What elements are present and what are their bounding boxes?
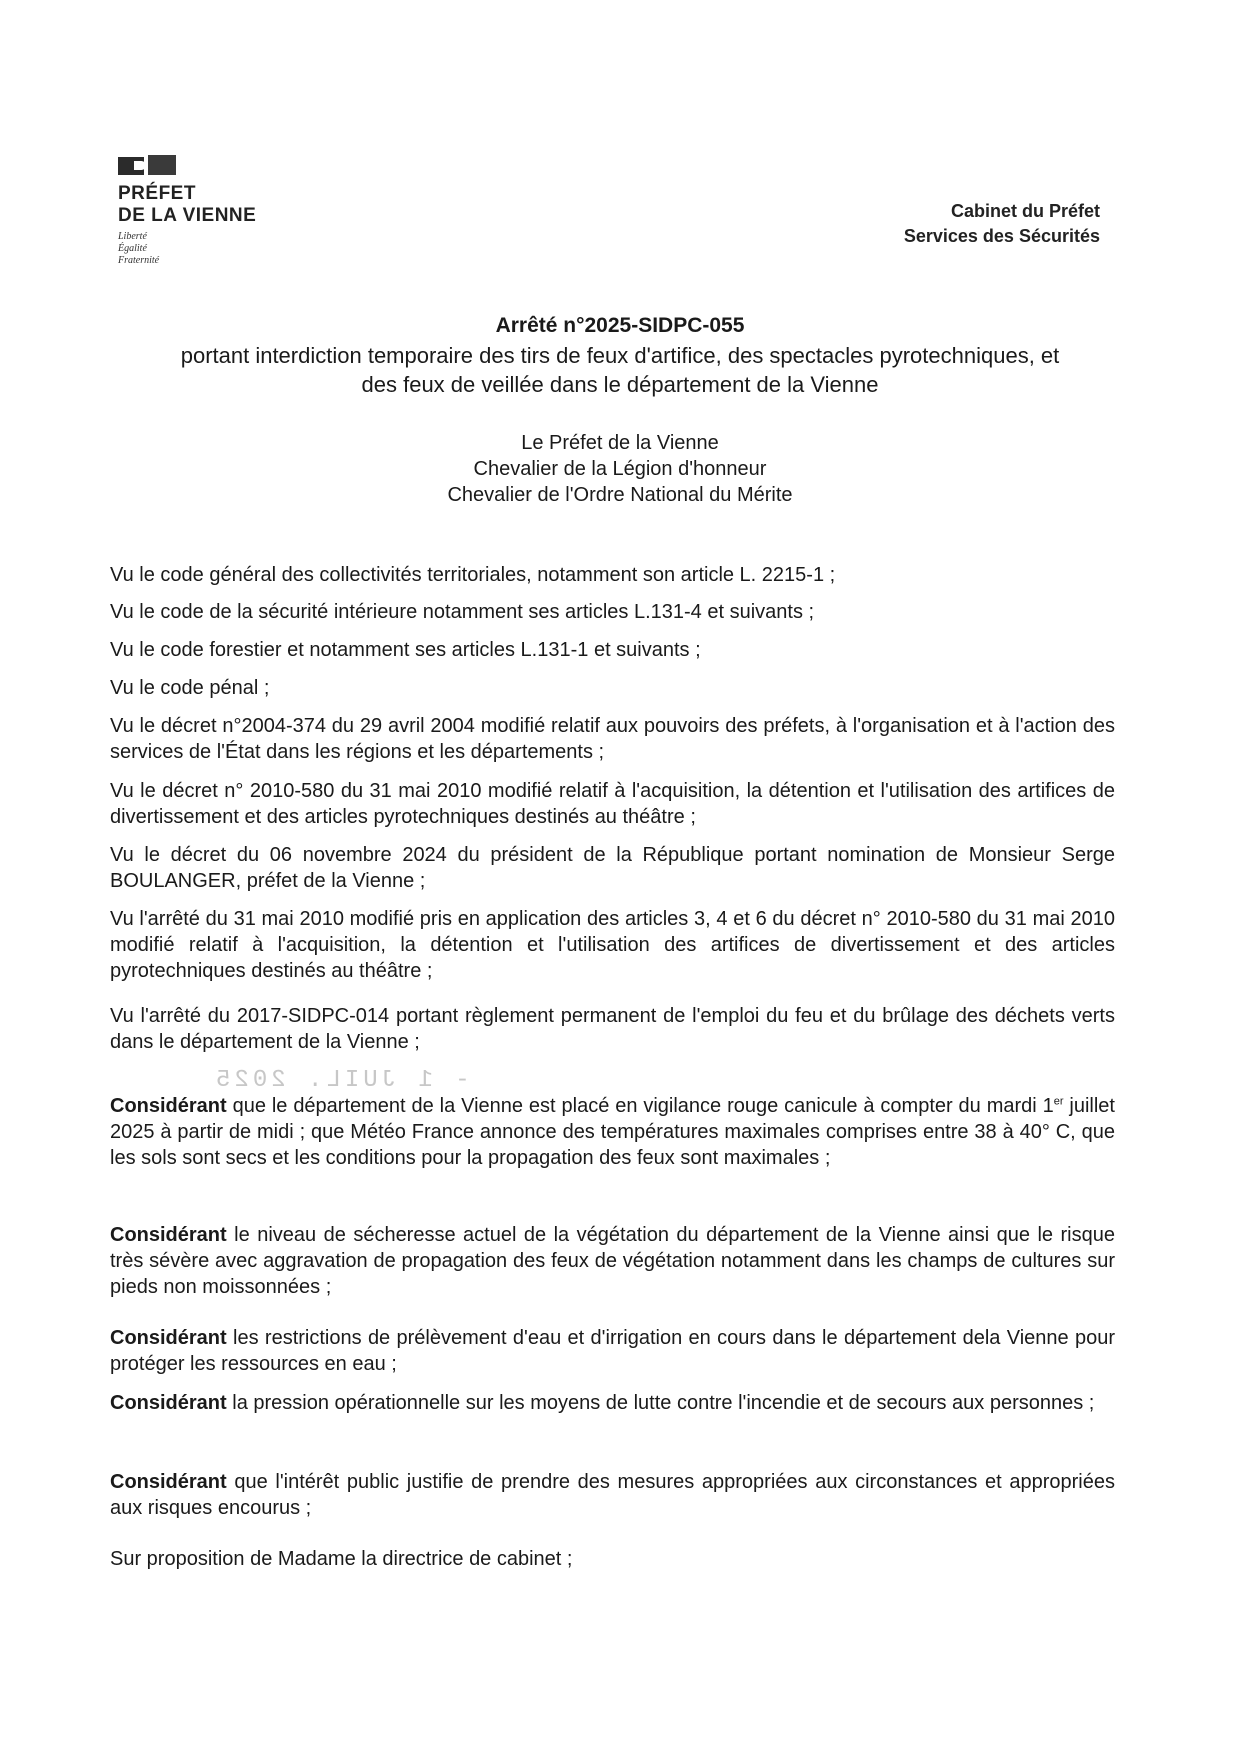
vu-paragraph: Vu l'arrêté du 2017-SIDPC-014 portant règlement permanent de l'emploi du feu et du brûlage des déchets verts dans le département de la Vienne ; xyxy=(110,1005,1115,1053)
considerant-paragraph: Considérant les restrictions de prélèvement d'eau et d'irrigation en cours dans le département dela Vienne pour protéger les ressources en eau ; xyxy=(110,1327,1115,1375)
decree-subtitle-line2: des feux de veillée dans le département de la Vienne xyxy=(361,372,879,397)
office-line-services: Services des Sécurités xyxy=(903,226,1100,246)
authority-line: Chevalier de la Légion d'honneur xyxy=(473,458,767,480)
prefecture-logo xyxy=(118,155,318,267)
office-line-cabinet: Cabinet du Préfet xyxy=(950,201,1100,221)
marianne-logo-icon xyxy=(118,155,178,177)
vu-paragraph: Vu le code pénal ; xyxy=(110,677,270,699)
office-header xyxy=(904,199,1100,249)
decree-subtitle-line1: portant interdiction temporaire des tirs de feux d'artifice, des spectacles pyrotechniques, et xyxy=(180,343,1060,368)
vu-paragraph: Vu le décret n° 2010-580 du 31 mai 2010 modifié relatif à l'acquisition, la détention et l'utilisation des artifices de divertissement et des articles pyrotechniques destinés au théâtre ; xyxy=(110,780,1115,828)
authority-line: Chevalier de l'Ordre National du Mérite xyxy=(447,484,793,506)
considerant-paragraph: Considérant que l'intérêt public justifie de prendre des mesures appropriées aux circonstances et appropriées aux risques encourus ; xyxy=(110,1471,1115,1519)
decree-title-block xyxy=(110,312,1130,398)
vu-paragraph: Vu le décret du 06 novembre 2024 du président de la République portant nomination de Monsieur Serge BOULANGER, préfet de la Vienne ; xyxy=(110,844,1115,892)
considerant-paragraph: Considérant le niveau de sécheresse actuel de la végétation du département de la Vienne ainsi que le risque très sévère avec aggravation de propagation des feux de végétation notamment dans les champs de cultures sur pieds non moissonnées ; xyxy=(110,1224,1115,1298)
considerant-paragraph: Considérant la pression opérationnelle sur les moyens de lutte contre l'incendie et de secours aux personnes ; xyxy=(110,1392,1095,1414)
considerant-paragraph: Considérant que le département de la Vienne est placé en vigilance rouge canicule à compter du mardi 1er juillet 2025 à partir de midi ; que Météo France annonce des températures maximales comprises entre 38 à 40° C, que les sols sont secs et les conditions pour la propagation des feux sont maximales ; xyxy=(110,1095,1115,1169)
authority-line: Le Préfet de la Vienne xyxy=(521,432,719,454)
closing-paragraph: Sur proposition de Madame la directrice de cabinet ; xyxy=(110,1548,573,1570)
logo-line-prefet: PRÉFET xyxy=(118,183,196,204)
authority-block xyxy=(110,430,1130,508)
vu-paragraph: Vu le code de la sécurité intérieure notamment ses articles L.131-4 et suivants ; xyxy=(110,601,815,623)
vu-paragraph: Vu l'arrêté du 31 mai 2010 modifié pris en application des articles 3, 4 et 6 du décret n° 2010-580 du 31 mai 2010 modifié relatif à l'acquisition, la détention et l'utilisation des artifices de divertissement et des articles pyrotechniques destinés au théâtre ; xyxy=(110,908,1115,982)
received-stamp: - 1 JUIL. 2025 xyxy=(212,1067,470,1094)
vu-paragraph: Vu le code général des collectivités territoriales, notamment son article L. 2215-1 ; xyxy=(110,564,836,586)
vu-paragraph: Vu le code forestier et notamment ses articles L.131-1 et suivants ; xyxy=(110,639,701,661)
republic-motto: Liberté Égalité Fraternité xyxy=(118,231,160,266)
vu-paragraph: Vu le décret n°2004-374 du 29 avril 2004 modifié relatif aux pouvoirs des préfets, à l'organisation et à l'action des services de l'État dans les régions et les départements ; xyxy=(110,715,1115,763)
logo-line-vienne: DE LA VIENNE xyxy=(118,205,257,226)
decree-title: Arrêté n°2025-SIDPC-055 xyxy=(495,314,745,337)
